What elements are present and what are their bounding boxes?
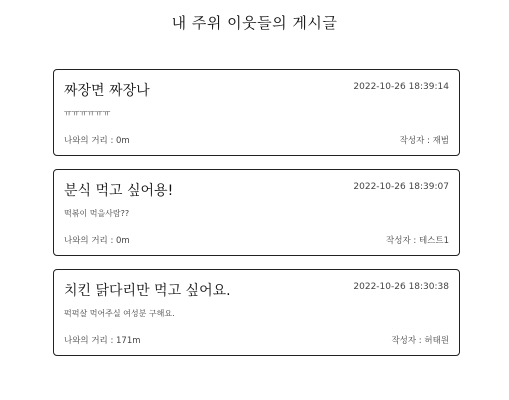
page-title: 내 주위 이웃들의 게시글 [171, 14, 338, 32]
post-card[interactable] [53, 269, 460, 356]
post-distance: 나와의 거리 : 0m [64, 136, 130, 146]
post-author: 작성자 : 테스트1 [386, 236, 449, 246]
post-distance: 나와의 거리 : 171m [64, 336, 141, 346]
post-body: ㅠㅠㅠㅠㅠㅠ [64, 109, 111, 118]
post-card[interactable] [53, 69, 460, 156]
post-author: 작성자 : 재범 [399, 136, 449, 146]
post-body: 떡볶이 먹을사람?? [64, 209, 130, 218]
post-distance: 나와의 거리 : 0m [64, 236, 130, 246]
post-author: 작성자 : 허태원 [391, 336, 449, 346]
post-list [53, 69, 460, 369]
post-title: 분식 먹고 싶어용! [64, 183, 174, 199]
post-card[interactable] [53, 169, 460, 256]
post-body: 퍽퍽살 먹어주실 여성분 구해요. [64, 309, 175, 318]
post-title: 치킨 닭다리만 먹고 싶어요. [64, 283, 231, 299]
post-datetime: 2022-10-26 18:39:14 [353, 82, 449, 92]
post-datetime: 2022-10-26 18:39:07 [353, 182, 449, 192]
post-title: 짜장면 짜장나 [64, 83, 150, 99]
post-datetime: 2022-10-26 18:30:38 [353, 282, 449, 292]
